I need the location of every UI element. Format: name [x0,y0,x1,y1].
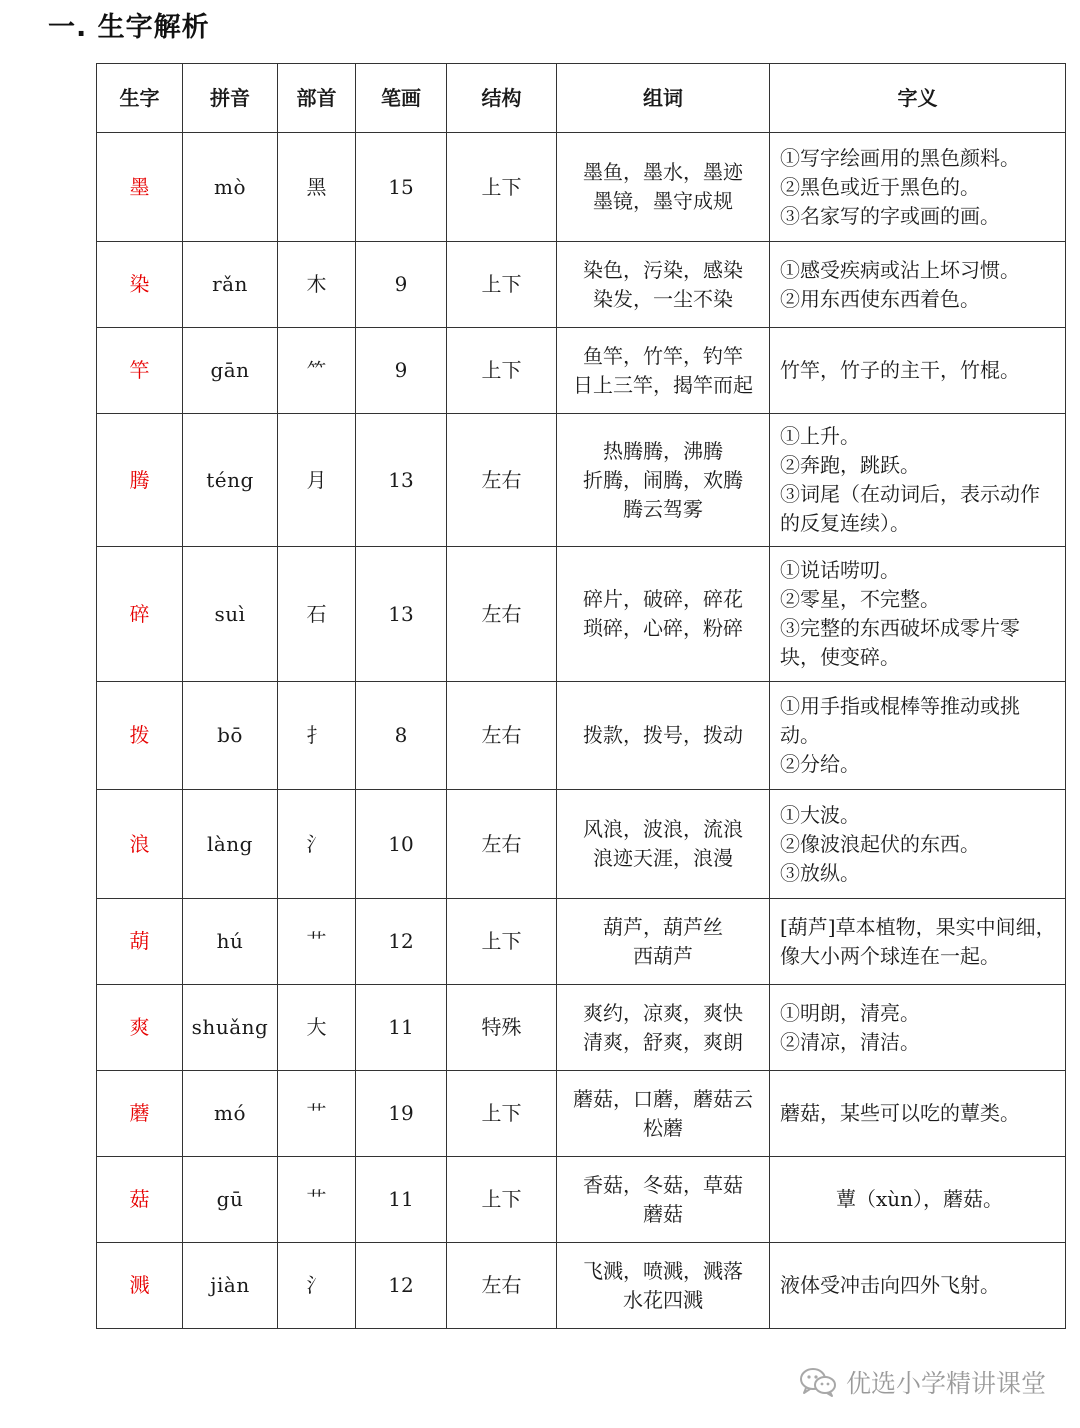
structure-cell [447,985,557,1071]
radical: 石 [306,601,327,626]
radical: 月 [306,467,327,492]
meaning-line: 液体受冲击向四外飞射。 [780,1273,1000,1297]
pinyin-cell [183,328,278,414]
stroke-count: 8 [394,723,408,747]
meaning-cell [770,242,1066,328]
strokes-cell [356,790,447,899]
word-line: 染发，一尘不染 [593,286,733,311]
stroke-count: 19 [388,1101,414,1125]
radical-cell [278,790,356,899]
radical-cell [278,899,356,985]
strokes-cell [356,547,447,682]
meaning-line: ③词尾（在动词后，表示动作的反复连续）。 [780,482,1040,535]
radical: 氵 [306,831,327,856]
char-cell [97,547,183,682]
structure: 上下 [481,174,522,199]
words-cell [557,133,770,242]
word-line: 拨款，拨号，拨动 [583,723,743,747]
words-cell [557,1071,770,1157]
vocab-table [96,63,1066,1329]
stroke-count: 9 [394,272,408,296]
radical-cell [278,1071,356,1157]
words-cell [557,1243,770,1329]
word-line: 琐碎，心碎，粉碎 [583,616,743,640]
pinyin: bō [217,723,243,747]
header-radical: 部首 [278,64,356,133]
pinyin: téng [206,467,254,492]
char-cell [97,242,183,328]
pinyin: shuǎng [191,1015,269,1039]
pinyin-cell [183,414,278,547]
structure: 上下 [481,358,522,382]
pinyin: jiàn [210,1273,250,1297]
structure-cell [447,414,557,547]
strokes-cell [356,682,447,790]
structure: 上下 [481,1101,522,1125]
meaning-line: ②像波浪起伏的东西。 [780,831,980,856]
pinyin-cell [183,682,278,790]
meaning-cell [770,985,1066,1071]
radical-cell [278,985,356,1071]
meaning-line: ①用手指或棍棒等推动或挑动。 [780,694,1020,747]
word-line: 日上三竿，揭竿而起 [573,372,753,397]
word-line: 腾云驾雾 [623,496,703,521]
structure: 左右 [481,467,522,492]
pinyin-cell [183,242,278,328]
strokes-cell [356,414,447,547]
char-cell [97,1243,183,1329]
table-row [97,1071,1066,1157]
structure-cell [447,790,557,899]
table-header-row [97,64,1066,133]
structure-cell [447,328,557,414]
word-line: 浪迹天涯，浪漫 [593,846,733,870]
char-cell [97,682,183,790]
radical-cell [278,682,356,790]
word-line: 碎片，破碎，碎花 [583,587,743,611]
structure: 左右 [481,601,522,626]
character: 墨 [129,174,150,199]
stroke-count: 12 [388,929,414,953]
strokes-cell [356,899,447,985]
char-cell [97,414,183,547]
char-cell [97,1157,183,1243]
header-words: 组词 [557,64,770,133]
character: 溅 [129,1273,150,1297]
structure: 左右 [481,831,522,856]
meaning-line: 蕈（xùn），蘑菇。 [835,1187,1004,1211]
pinyin: mó [213,1101,246,1125]
pinyin: gān [210,358,250,382]
page-title: 一. 生字解析 [48,12,210,43]
strokes-cell [356,1071,447,1157]
meaning-cell [770,1071,1066,1157]
character: 葫 [129,929,150,953]
radical: 艹 [306,929,327,953]
meaning-line: [葫芦]草本植物，果实中间细，像大小两个球连在一起。 [780,914,1056,968]
radical-cell [278,133,356,242]
word-line: 蘑菇 [643,1201,683,1226]
meaning-cell [770,328,1066,414]
structure-cell [447,1243,557,1329]
structure-cell [447,242,557,328]
meaning-line: ②奔跑，跳跃。 [780,453,920,477]
meaning-line: ②分给。 [780,752,860,776]
header-strokes: 笔画 [356,64,447,133]
watermark [798,1362,1046,1402]
meaning-line: ②清凉，清洁。 [780,1029,920,1054]
words-cell [557,328,770,414]
meaning-cell [770,899,1066,985]
word-line: 墨鱼，墨水，墨迹 [583,160,743,184]
watermark-text: 优选小学精讲课堂 [845,1369,1046,1398]
word-line: 染色，污染，感染 [583,257,743,282]
words-cell [557,985,770,1071]
wechat-icon [798,1366,838,1398]
pinyin-cell [183,1157,278,1243]
table-row [97,1243,1066,1329]
stroke-count: 13 [388,601,414,626]
character: 染 [129,272,150,296]
word-line: 松蘑 [643,1115,683,1140]
table-row [97,682,1066,790]
words-cell [557,414,770,547]
meaning-line: ②黑色或近于黑色的。 [780,174,980,199]
words-cell [557,547,770,682]
character: 竿 [129,358,150,382]
word-line: 香菇，冬菇，草菇 [583,1172,743,1197]
stroke-count: 10 [388,831,414,856]
character: 碎 [129,601,150,626]
pinyin: suì [214,601,246,626]
words-cell [557,1157,770,1243]
table-row [97,985,1066,1071]
character: 浪 [129,831,150,856]
meaning-cell [770,547,1066,682]
meaning-line: 竹竿，竹子的主干，竹棍。 [780,358,1020,382]
character: 拨 [129,723,150,747]
strokes-cell [356,242,447,328]
meaning-line: ①说话唠叨。 [780,558,900,582]
char-cell [97,133,183,242]
word-line: 飞溅，喷溅，溅落 [583,1258,743,1283]
meaning-cell [770,682,1066,790]
pinyin: hú [216,929,244,953]
structure: 上下 [481,1187,522,1211]
word-line: 水花四溅 [623,1287,703,1312]
structure-cell [447,133,557,242]
char-cell [97,790,183,899]
header-pinyin: 拼音 [183,64,278,133]
meaning-cell [770,1243,1066,1329]
structure: 上下 [481,272,522,296]
stroke-count: 9 [394,358,408,382]
word-line: 热腾腾，沸腾 [603,438,723,463]
meaning-line: ①明朗，清亮。 [780,1000,920,1025]
radical-cell [278,414,356,547]
strokes-cell [356,1157,447,1243]
pinyin: gū [216,1187,244,1211]
structure-cell [447,1157,557,1243]
words-cell [557,682,770,790]
radical: 大 [306,1015,327,1039]
radical-cell [278,328,356,414]
structure: 左右 [481,723,522,747]
structure-cell [447,1071,557,1157]
words-cell [557,242,770,328]
radical-cell [278,242,356,328]
pinyin: rǎn [212,272,248,296]
pinyin-cell [183,985,278,1071]
structure: 特殊 [481,1015,522,1039]
meaning-cell [770,414,1066,547]
words-cell [557,899,770,985]
stroke-count: 12 [388,1273,414,1297]
header-structure: 结构 [447,64,557,133]
meaning-line: ①写字绘画用的黑色颜料。 [780,145,1020,170]
table-row [97,899,1066,985]
meaning-line: ②用东西使东西着色。 [780,286,980,311]
table-row [97,328,1066,414]
structure-cell [447,899,557,985]
meaning-line: ①感受疾病或沾上坏习惯。 [780,257,1020,282]
stroke-count: 11 [388,1187,414,1211]
table-row [97,790,1066,899]
char-cell [97,1071,183,1157]
structure: 左右 [481,1273,522,1297]
words-cell [557,790,770,899]
word-line: 清爽，舒爽，爽朗 [583,1029,743,1054]
structure: 上下 [481,929,522,953]
header-char: 生字 [97,64,183,133]
character: 蘑 [129,1101,150,1125]
radical-cell [278,1157,356,1243]
word-line: 西葫芦 [633,943,693,968]
table-row [97,414,1066,547]
table-body [97,133,1066,1329]
meaning-line: ①上升。 [780,424,860,448]
word-line: 爽约，凉爽，爽快 [583,1000,743,1025]
character: 爽 [129,1015,150,1039]
pinyin-cell [183,547,278,682]
meaning-line: ②零星，不完整。 [780,587,940,611]
radical: 艹 [306,1187,327,1211]
table-row [97,133,1066,242]
character: 腾 [129,467,150,492]
structure-cell [447,682,557,790]
word-line: 折腾，闹腾，欢腾 [583,467,743,492]
pinyin-cell [183,790,278,899]
radical-cell [278,547,356,682]
meaning-line: ③名家写的字或画的画。 [780,203,1000,228]
meaning-line: ③放纵。 [780,860,860,885]
radical: 氵 [306,1273,327,1297]
pinyin: mò [213,174,246,199]
char-cell [97,328,183,414]
structure-cell [447,547,557,682]
pinyin: làng [206,831,253,856]
strokes-cell [356,985,447,1071]
table-row [97,547,1066,682]
strokes-cell [356,1243,447,1329]
meaning-line: ①大波。 [780,802,860,827]
stroke-count: 15 [388,174,414,199]
table-row [97,242,1066,328]
char-cell [97,985,183,1071]
pinyin-cell [183,1243,278,1329]
meaning-line: 蘑菇，某些可以吃的蕈类。 [780,1101,1020,1125]
word-line: 墨镜，墨守成规 [593,189,733,213]
word-line: 蘑菇，口蘑，蘑菇云 [573,1086,753,1111]
radical: 木 [306,272,327,296]
meaning-line: ③完整的东西破坏成零片零块，使变碎。 [780,616,1020,669]
word-line: 风浪，波浪，流浪 [583,817,743,841]
pinyin-cell [183,899,278,985]
word-line: 鱼竿，竹竿，钓竿 [583,343,743,368]
meaning-cell [770,1157,1066,1243]
radical: 艹 [306,1101,327,1125]
stroke-count: 13 [388,467,414,492]
strokes-cell [356,133,447,242]
radical: 扌 [306,723,327,747]
stroke-count: 11 [388,1015,414,1039]
strokes-cell [356,328,447,414]
radical-cell [278,1243,356,1329]
radical: ⺮ [306,358,327,382]
pinyin-cell [183,1071,278,1157]
character: 菇 [129,1187,150,1211]
meaning-cell [770,133,1066,242]
word-line: 葫芦，葫芦丝 [603,914,723,939]
char-cell [97,899,183,985]
pinyin-cell [183,133,278,242]
header-meaning: 字义 [770,64,1066,133]
radical: 黑 [306,174,327,199]
table-row [97,1157,1066,1243]
meaning-cell [770,790,1066,899]
